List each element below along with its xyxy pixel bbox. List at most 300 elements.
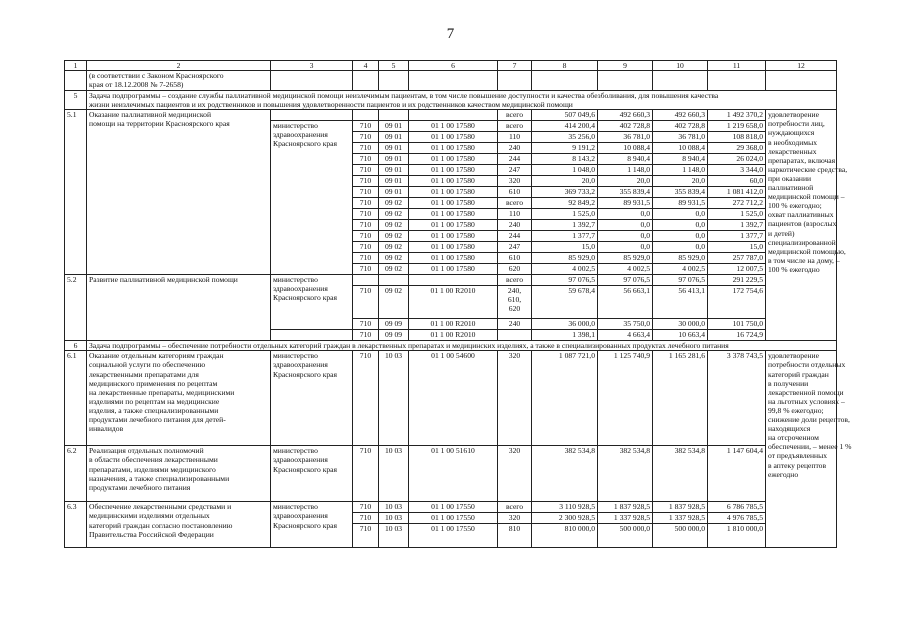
value-cell: 710 (353, 198, 379, 209)
empty-cell (353, 71, 379, 91)
value-cell: 320 (498, 351, 532, 446)
cell-line: министерство (273, 502, 318, 512)
empty-cell (766, 71, 837, 91)
value-cell: 56 413,1 (653, 286, 708, 319)
value-cell: 710 (353, 121, 379, 132)
value-cell: 09 02 (379, 253, 409, 264)
value-cell: 1 377,7 (708, 231, 766, 242)
value-cell: 0,0 (653, 209, 708, 220)
cell-line: удовлетворение (768, 351, 819, 361)
value-cell: 09 09 (379, 319, 409, 330)
value-cell: 710 (353, 143, 379, 154)
value-cell: 09 01 (379, 143, 409, 154)
cell-line: медицинской помощью, (768, 246, 846, 256)
cell-line: 100 % ежегодно; (768, 201, 822, 211)
item-name (87, 446, 271, 502)
cell-line: наркотические средства, (768, 164, 848, 174)
value-cell: 710 (353, 209, 379, 220)
cell-line: паллиативной (768, 183, 814, 193)
value-cell: 402 728,8 (653, 121, 708, 132)
cell-line: медицинской помощи – (768, 192, 845, 202)
value-cell: 1 087 721,0 (532, 351, 598, 446)
value-cell: 240 (498, 319, 532, 330)
data-row (65, 502, 837, 513)
cell-line: охват паллиативных (768, 210, 834, 220)
cell-line: министерство (273, 121, 318, 131)
value-cell: 0,0 (598, 209, 653, 220)
cell-line: Красноярского края (273, 293, 338, 303)
cell-line: снижение доли рецептов, (768, 415, 850, 425)
cell-line: 99,8 % ежегодно; (768, 405, 824, 415)
cell-line: категорий граждан (768, 369, 829, 379)
empty-cell (653, 71, 708, 91)
cell-line: изделия, а также специализированными (89, 405, 219, 415)
page-number: 7 (446, 26, 455, 42)
cell-line: специализированной (768, 237, 836, 247)
cell-line: Правительства Российской Федерации (89, 529, 214, 539)
value-cell: 36 781,0 (598, 132, 653, 143)
cell-line: лекарственной помощи (768, 387, 844, 397)
value-cell: 30 000,0 (653, 319, 708, 330)
cell-line: лекарственных (768, 146, 817, 156)
cell-line: и детей) (768, 228, 795, 238)
value-cell: 10 03 (379, 502, 409, 513)
value-cell: 8 940,4 (598, 154, 653, 165)
cell-line: на льготных условиях – (768, 396, 845, 406)
value-cell: 710 (353, 264, 379, 275)
cell-line: 100 % ежегодно (768, 264, 820, 274)
num-cell (65, 71, 87, 91)
value-cell: 09 09 (379, 330, 409, 341)
cell-line: инвалидов (89, 424, 124, 434)
value-cell: 4 663,4 (598, 330, 653, 341)
section-title (87, 91, 837, 110)
value-cell: 1 219 658,0 (708, 121, 766, 132)
value-cell: 59 678,4 (532, 286, 598, 319)
value-cell: 4 002,5 (653, 264, 708, 275)
value-cell: всего (498, 198, 532, 209)
value-cell: 710 (353, 176, 379, 187)
cell-line: края от 18.12.2008 № 7-2658) (89, 80, 184, 90)
value-cell: 355 839,4 (653, 187, 708, 198)
value-cell: 3 344,0 (708, 165, 766, 176)
item-name (87, 351, 271, 446)
empty-cell (409, 71, 498, 91)
cell-line: Красноярского края (273, 139, 338, 149)
value-cell: 8 143,2 (532, 154, 598, 165)
value-cell: 2 300 928,5 (532, 513, 598, 524)
value-cell: 09 02 (379, 264, 409, 275)
cell-line: назначения, а также специализированными (89, 473, 230, 483)
value-cell: 29 368,0 (708, 143, 766, 154)
value-cell: 01 1 00 17580 (409, 198, 498, 209)
result-cell (766, 110, 848, 341)
value-cell: 09 02 (379, 220, 409, 231)
cell-line: Красноярского края (273, 464, 338, 474)
value-cell: 10 088,4 (653, 143, 708, 154)
cell-line: (в соответствии с Законом Красноярского (89, 71, 224, 81)
value-cell: 1 525,0 (532, 209, 598, 220)
header-cell: 8 (532, 61, 598, 71)
value-cell: 09 01 (379, 132, 409, 143)
value-cell: 09 01 (379, 187, 409, 198)
value-cell: 20,0 (532, 176, 598, 187)
item-num: 5.2 (65, 275, 87, 341)
value-cell: 3 110 928,5 (532, 502, 598, 513)
value-cell: 4 976 785,5 (708, 513, 766, 524)
value-cell: 01 1 00 17580 (409, 176, 498, 187)
header-cell: 9 (598, 61, 653, 71)
value-cell: 247 (498, 242, 532, 253)
value-cell: 01 1 00 17550 (409, 513, 498, 524)
cell-line: в области обеспечения лекарственными (89, 455, 218, 465)
value-cell: 35 256,0 (532, 132, 598, 143)
value-cell: 85 929,0 (598, 253, 653, 264)
cell-line: при оказании (768, 173, 812, 183)
value-cell: 101 750,0 (708, 319, 766, 330)
data-row (65, 446, 837, 502)
header-cell: 3 (271, 61, 353, 71)
value-cell: 01 1 00 54600 (409, 351, 498, 446)
value-cell: 09 01 (379, 176, 409, 187)
cell-line: жизни неизлечимых пациентов и их родственников и повышения удовлетворенности пациентов и их родственников качеством медицинской помощи (89, 100, 573, 110)
cell-line: 240, (507, 286, 522, 296)
value-cell: 01 1 00 R2010 (409, 319, 498, 330)
data-row (65, 351, 837, 446)
cell-line: препаратами, изделиями медицинского (89, 464, 216, 474)
value-cell: 01 1 00 17580 (409, 143, 498, 154)
value-cell: 0,0 (598, 220, 653, 231)
value-cell: 240 (498, 220, 532, 231)
value-cell: 382 534,8 (653, 446, 708, 502)
value-cell: 01 1 00 R2010 (409, 286, 498, 319)
empty-cell (598, 71, 653, 91)
value-cell: 1 392,7 (708, 220, 766, 231)
value-cell: 56 663,1 (598, 286, 653, 319)
value-cell: 0,0 (653, 220, 708, 231)
header-cell: 7 (498, 61, 532, 71)
header-row (65, 61, 837, 71)
value-cell: 09 02 (379, 286, 409, 319)
value-cell: 172 754,6 (708, 286, 766, 319)
value-cell: 1 337 928,5 (653, 513, 708, 524)
value-cell: 710 (353, 154, 379, 165)
table-body (65, 61, 852, 548)
value-cell: 10 088,4 (598, 143, 653, 154)
value-cell: 01 1 00 17580 (409, 165, 498, 176)
value-cell: 710 (353, 446, 379, 502)
data-row (65, 110, 837, 121)
header-cell: 5 (379, 61, 409, 71)
value-cell: 09 01 (379, 154, 409, 165)
cell-line: социальной услуги по обеспечению (89, 360, 206, 370)
cell-line: министерство (273, 351, 318, 361)
item-name (87, 502, 271, 548)
value-cell: 110 (498, 209, 532, 220)
cell-line: в том числе на дому, – (768, 255, 840, 265)
cell-line: Развитие паллиативной медицинской помощи (89, 275, 238, 285)
item-num: 6.3 (65, 502, 87, 548)
value-cell: 291 229,5 (708, 275, 766, 286)
item-num: 6.1 (65, 351, 87, 446)
value-cell: 97 076,5 (598, 275, 653, 286)
value-cell (379, 275, 409, 286)
empty-cell (271, 330, 353, 341)
value-cell: 1 837 928,5 (598, 502, 653, 513)
value-cell: 320 (498, 446, 532, 502)
value-cell (409, 275, 498, 286)
cell-line: нуждающихся (768, 128, 815, 138)
cell-line: продуктами лечебного питания (89, 482, 191, 492)
value-cell: 01 1 00 17580 (409, 132, 498, 143)
value-cell: 710 (353, 165, 379, 176)
value-cell: 414 200,4 (532, 121, 598, 132)
continuation-row (65, 71, 837, 91)
cell-line: здравоохранения (273, 455, 328, 465)
value-cell: 610 (498, 187, 532, 198)
value-cell: 01 1 00 51610 (409, 446, 498, 502)
value-cell: 15,0 (532, 242, 598, 253)
cell-line: на отсроченном (768, 433, 819, 443)
value-cell: 01 1 00 17580 (409, 231, 498, 242)
name-cell (87, 71, 271, 91)
value-cell: 15,0 (708, 242, 766, 253)
cell-line: в необходимых (768, 137, 818, 147)
value-cell: 810 000,0 (532, 524, 598, 548)
value-cell: 0,0 (598, 231, 653, 242)
value-cell: 01 1 00 17580 (409, 264, 498, 275)
value-cell: 610 (498, 253, 532, 264)
item-name (87, 110, 271, 275)
header-cell: 6 (409, 61, 498, 71)
value-cell: 382 534,8 (598, 446, 653, 502)
item-org (271, 446, 353, 502)
value-cell: 36 781,0 (653, 132, 708, 143)
value-cell: 85 929,0 (653, 253, 708, 264)
value-cell: всего (498, 502, 532, 513)
cell-line: здравоохранения (273, 511, 328, 521)
cell-line: 610, (507, 295, 522, 305)
empty-cell (498, 71, 532, 91)
value-cell: всего (498, 275, 532, 286)
cell-line: изделиями по рецептам на медицинские (89, 396, 220, 406)
cell-line: 620 (508, 304, 521, 314)
value-cell: 6 786 785,5 (708, 502, 766, 513)
cell-line: ежегодно (768, 469, 799, 479)
value-cell: 10 663,4 (653, 330, 708, 341)
value-cell: 20,0 (653, 176, 708, 187)
value-cell: 710 (353, 187, 379, 198)
value-cell: 97 076,5 (653, 275, 708, 286)
value-cell: 1 837 928,5 (653, 502, 708, 513)
empty-cell (708, 71, 766, 91)
value-cell: 09 01 (379, 121, 409, 132)
value-cell: всего (498, 110, 532, 121)
value-cell: 1 148,0 (653, 165, 708, 176)
section-num: 6 (65, 341, 87, 351)
value-cell (379, 110, 409, 121)
cell-line: потребности лиц, (768, 119, 825, 129)
value-cell: 710 (353, 513, 379, 524)
cell-line: здравоохранения (273, 360, 328, 370)
section-row (65, 341, 837, 351)
value-cell: 97 076,5 (532, 275, 598, 286)
value-cell: 240 (498, 143, 532, 154)
value-cell: 710 (353, 524, 379, 548)
value-cell: 1 147 604,4 (708, 446, 766, 502)
item-org (271, 502, 353, 548)
section-title: Задача подпрограммы – обеспечение потребности отдельных категорий граждан в лекарственных препаратах и медицинских изделиях, а также в специализированных продуктах лечебного питания (87, 341, 837, 351)
value-cell: 10 03 (379, 513, 409, 524)
value-cell: 1 492 370,2 (708, 110, 766, 121)
value-cell: 01 1 00 R2010 (409, 330, 498, 341)
value-cell: 10 03 (379, 351, 409, 446)
cell-line: категорий граждан согласно постановлению (89, 520, 233, 530)
value-cell: 60,0 (708, 176, 766, 187)
value-cell (498, 330, 532, 341)
value-cell: 01 1 00 17580 (409, 154, 498, 165)
header-cell: 10 (653, 61, 708, 71)
cell-line: от предъявленных (768, 451, 827, 461)
value-cell: 10 03 (379, 446, 409, 502)
value-cell: 507 049,6 (532, 110, 598, 121)
cell-line: помощи на территории Красноярского края (89, 119, 230, 129)
value-cell: 1 392,7 (532, 220, 598, 231)
value-cell: 0,0 (598, 242, 653, 253)
header-cell: 12 (766, 61, 837, 71)
value-cell (353, 275, 379, 286)
header-cell: 1 (65, 61, 87, 71)
value-cell: 1 081 412,0 (708, 187, 766, 198)
value-cell: 110 (498, 132, 532, 143)
cell-line: Красноярского края (273, 520, 338, 530)
value-cell: 244 (498, 154, 532, 165)
cell-line: удовлетворение (768, 110, 819, 120)
value-cell: 620 (498, 264, 532, 275)
value-cell: 01 1 00 17580 (409, 220, 498, 231)
value-cell: 1 125 740,9 (598, 351, 653, 446)
value-cell: 01 1 00 17580 (409, 242, 498, 253)
cell-line: на лекарственные препараты, медицинскими (89, 387, 235, 397)
item-org (271, 121, 353, 275)
value-cell: 247 (498, 165, 532, 176)
cell-line: Красноярского края (273, 369, 338, 379)
cell-line: Обеспечение лекарственными средствами и (89, 502, 232, 512)
value-cell: 20,0 (598, 176, 653, 187)
value-cell (353, 110, 379, 121)
value-cell: 500 000,0 (653, 524, 708, 548)
section-row (65, 91, 837, 110)
value-cell: 01 1 00 17550 (409, 502, 498, 513)
cell-line: здравоохранения (273, 130, 328, 140)
value-cell: 1 048,0 (532, 165, 598, 176)
data-row (65, 275, 837, 286)
value-cell: 492 660,3 (653, 110, 708, 121)
value-cell: 12 007,5 (708, 264, 766, 275)
value-cell: 89 931,5 (598, 198, 653, 209)
value-cell: 1 377,7 (532, 231, 598, 242)
header-cell: 2 (87, 61, 271, 71)
value-cell: 710 (353, 220, 379, 231)
cell-line: медицинского применения по рецептам (89, 378, 218, 388)
cell-line: находящихся (768, 424, 811, 434)
value-cell: 1 148,0 (598, 165, 653, 176)
result-cell (766, 351, 852, 548)
value-cell: 500 000,0 (598, 524, 653, 548)
value-cell: 369 733,2 (532, 187, 598, 198)
value-cell: 10 03 (379, 524, 409, 548)
value-cell: 257 787,0 (708, 253, 766, 264)
cell-line: пациентов (взрослых (768, 219, 837, 229)
value-cell: 8 940,4 (653, 154, 708, 165)
value-cell: 320 (498, 176, 532, 187)
value-cell: 710 (353, 286, 379, 319)
item-org-top (271, 110, 353, 121)
item-num: 6.2 (65, 446, 87, 502)
value-cell: 89 931,5 (653, 198, 708, 209)
value-cell: 1 337 928,5 (598, 513, 653, 524)
value-cell: 272 712,2 (708, 198, 766, 209)
value-cell: 244 (498, 231, 532, 242)
cell-line: обеспечении, – менее 1 % (768, 442, 852, 452)
value-cell: 320 (498, 513, 532, 524)
value-cell: 1 525,0 (708, 209, 766, 220)
value-cell: 710 (353, 502, 379, 513)
cell-line: здравоохранения (273, 284, 328, 294)
value-cell: 810 (498, 524, 532, 548)
value-cell: 710 (353, 330, 379, 341)
value-cell: 710 (353, 319, 379, 330)
item-org (271, 351, 353, 446)
value-cell: 01 1 00 17580 (409, 187, 498, 198)
section-num: 5 (65, 91, 87, 110)
empty-cell (532, 71, 598, 91)
value-cell: 0,0 (653, 231, 708, 242)
value-cell: 09 02 (379, 231, 409, 242)
value-cell: 492 660,3 (598, 110, 653, 121)
value-cell: 01 1 00 17580 (409, 121, 498, 132)
value-cell: 35 750,0 (598, 319, 653, 330)
value-cell: 3 378 743,5 (708, 351, 766, 446)
value-cell: 0,0 (653, 242, 708, 253)
value-cell: 16 724,9 (708, 330, 766, 341)
value-cell: 710 (353, 351, 379, 446)
value-cell: всего (498, 121, 532, 132)
value-cell: 382 534,8 (532, 446, 598, 502)
cell-line: Задача подпрограммы – создание службы паллиативной медицинской помощи неизлечимым пациентам, в том числе повышение доступности и качества обезболивания, для повышения качества (89, 91, 719, 101)
value-cell: 402 728,8 (598, 121, 653, 132)
cell-line: потребности отдельных (768, 360, 846, 370)
cell-line: лекарственными препаратами для (89, 369, 199, 379)
cell-line: в аптеку рецептов (768, 460, 827, 470)
value-cell (498, 286, 532, 319)
value-cell: 4 002,5 (532, 264, 598, 275)
program-table (64, 60, 852, 548)
value-cell (409, 110, 498, 121)
value-cell: 09 02 (379, 209, 409, 220)
value-cell: 355 839,4 (598, 187, 653, 198)
empty-cell (271, 71, 353, 91)
cell-line: Реализация отдельных полномочий (89, 446, 204, 456)
cell-line: министерство (273, 446, 318, 456)
value-cell: 1 165 281,6 (653, 351, 708, 446)
value-cell: 9 191,2 (532, 143, 598, 154)
value-cell: 92 849,2 (532, 198, 598, 209)
value-cell: 85 929,0 (532, 253, 598, 264)
cell-line: министерство (273, 275, 318, 285)
cell-line: препаратах, включая (768, 155, 836, 165)
value-cell: 09 02 (379, 242, 409, 253)
